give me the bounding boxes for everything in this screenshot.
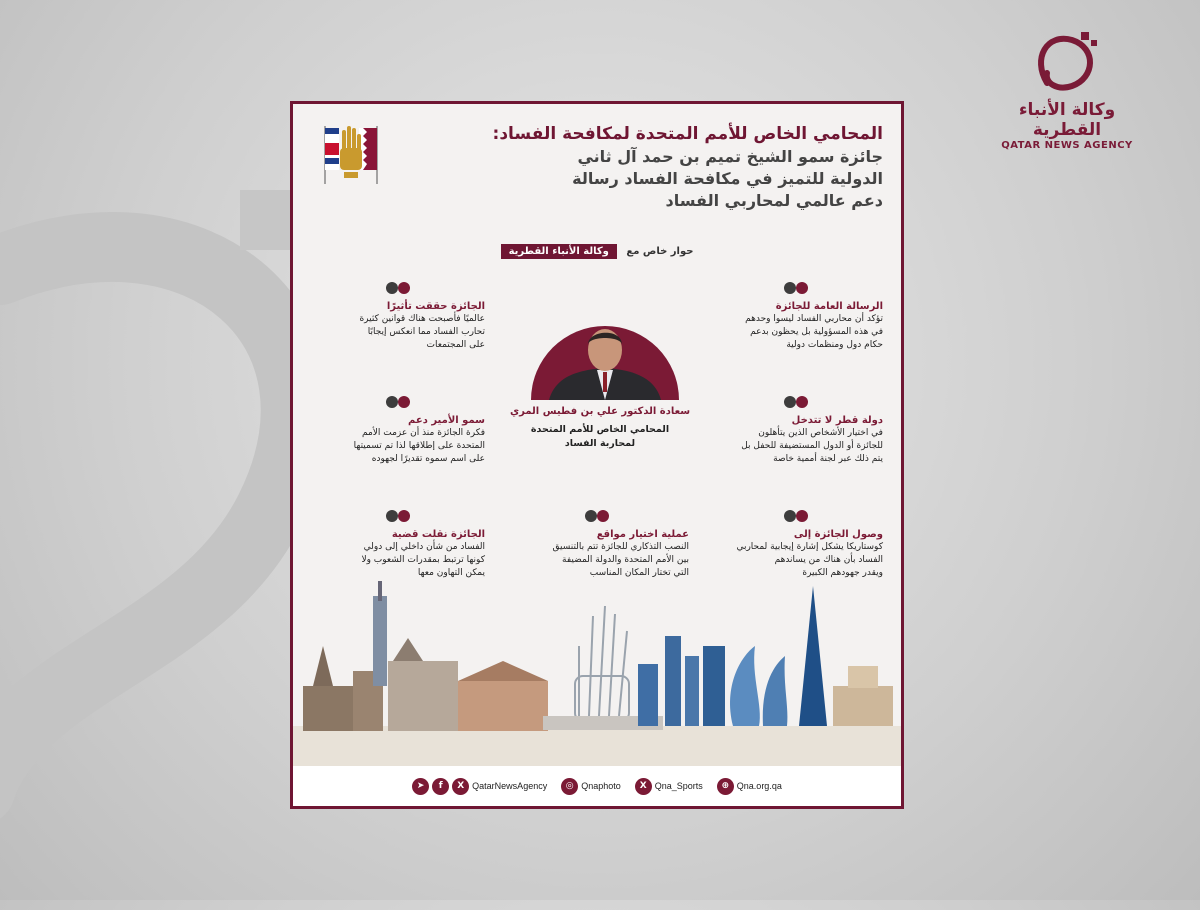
- block-international-issue: [315, 510, 485, 580]
- instagram-icon[interactable]: ◎: [561, 778, 578, 795]
- block-line: يمكن التهاون معها: [417, 568, 485, 578]
- bullet-dots-icon: [713, 282, 883, 294]
- headline-line-4: دعم عالمي لمحاربي الفساد: [665, 191, 883, 210]
- qna-emblem-icon: [1027, 28, 1107, 98]
- interview-line: [293, 244, 901, 259]
- block-global-impact: [315, 282, 485, 352]
- block-line: المتحدة على إطلاقها لذا تم تسميتها: [353, 441, 485, 451]
- flags-and-hand-emblem: [315, 118, 385, 188]
- headline-line-3: الدولية للتميز في مكافحة الفساد رسالة: [572, 169, 883, 188]
- bullet-dots-icon: [315, 396, 485, 408]
- social-footer: [293, 766, 901, 806]
- block-line: بين الأمم المتحدة والدولة المضيفة: [562, 555, 689, 565]
- block-costa-rica: [713, 510, 883, 580]
- bullet-dots-icon: [315, 510, 485, 522]
- block-line: الفساد من شأن داخلي إلى دولي: [363, 542, 485, 552]
- bullet-dots-icon: [713, 510, 883, 522]
- block-line: للجائزة أو الدول المستضيفة للحفل بل: [741, 441, 883, 451]
- person-name: سعادة الدكتور علي بن فطيس المري: [509, 406, 691, 417]
- person-role-line-1: المحامي الخاص للأمم المتحدة: [530, 424, 670, 435]
- block-line: حكام دول ومنظمات دولية: [786, 340, 883, 350]
- block-site-selection: [509, 510, 689, 580]
- qna-logo: [992, 28, 1142, 151]
- block-amir-support: [315, 396, 485, 466]
- block-title: الجائزة نقلت قضية: [391, 529, 485, 540]
- headline-line-2: جائزة سمو الشيخ تميم بن حمد آل ثاني: [577, 147, 883, 166]
- block-title: الجائزة حققت تأثيرًا: [386, 301, 485, 312]
- handle-qna-sports[interactable]: Qna_Sports: [654, 781, 703, 791]
- block-line: النصب التذكاري للجائزة تتم بالتنسيق: [552, 542, 689, 552]
- x-icon[interactable]: X: [635, 778, 652, 795]
- social-group-4: [717, 778, 782, 795]
- handle-qnaphoto[interactable]: Qnaphoto: [581, 781, 621, 791]
- social-group-3: [635, 778, 703, 795]
- person-caption: [493, 406, 707, 451]
- block-line: كوستاريكا يشكل إشارة إيجابية لمحاربي: [736, 542, 883, 552]
- block-general-message: [713, 282, 883, 352]
- block-line: في اختيار الأشخاص الذين يتأهلون: [758, 428, 883, 438]
- telegram-icon[interactable]: ➤: [412, 778, 429, 795]
- logo-english-text: QATAR NEWS AGENCY: [1001, 140, 1133, 151]
- bullet-dots-icon: [315, 282, 485, 294]
- bullet-dots-icon: [509, 510, 689, 522]
- block-line: على المجتمعات: [426, 340, 485, 350]
- interview-label: حوار خاص مع: [626, 246, 694, 257]
- block-line: يتم ذلك عبر لجنة أممية خاصة: [773, 454, 883, 464]
- block-title: دولة قطر لا تتدخل: [791, 415, 883, 426]
- website-link[interactable]: Qna.org.qa: [736, 781, 782, 791]
- block-line: على اسم سموه تقديرًا لجهوده: [371, 454, 485, 464]
- block-qatar-no-interference: [713, 396, 883, 466]
- block-line: تحارب الفساد مما انعكس إيجابًا: [367, 327, 485, 337]
- infographic-card: [290, 101, 904, 809]
- block-line: ويقدر جهودهم الكبيرة: [802, 568, 883, 578]
- portrait-photo: [531, 326, 679, 400]
- block-title: عملية اختيار مواقع: [596, 529, 689, 540]
- skyline-illustration: [293, 576, 901, 766]
- block-line: عالميًا فأصبحت هناك قوانين كثيرة: [359, 314, 485, 324]
- block-line: الفساد بأن هناك من يساندهم: [774, 555, 883, 565]
- headline-line-1: المحامي الخاص للأمم المتحدة لمكافحة الفساد:: [492, 124, 883, 144]
- block-title: وصول الجائزة إلى: [793, 529, 883, 540]
- interview-agency-badge: وكالة الأنباء القطرية: [501, 244, 617, 259]
- x-icon[interactable]: X: [452, 778, 469, 795]
- facebook-icon[interactable]: f: [432, 778, 449, 795]
- block-line: تؤكد أن محاربي الفساد ليسوا وحدهم: [745, 314, 883, 324]
- logo-arabic-text: وكالة الأنباء القطرية: [1018, 100, 1116, 140]
- social-group-1: [412, 778, 547, 795]
- block-line: التي تختار المكان المناسب: [589, 568, 689, 578]
- globe-icon[interactable]: ⊕: [717, 778, 734, 795]
- block-line: في هذه المسؤولية بل يحظون بدعم: [750, 327, 883, 337]
- block-line: فكرة الجائزة منذ أن عزمت الأمم: [361, 428, 485, 438]
- handle-qatarnewsagency[interactable]: QatarNewsAgency: [472, 781, 548, 791]
- bullet-dots-icon: [713, 396, 883, 408]
- social-group-2: [561, 778, 621, 795]
- block-line: كونها ترتبط بمقدرات الشعوب ولا: [361, 555, 485, 565]
- block-title: سمو الأمير دعم: [408, 415, 485, 426]
- person-role-line-2: لمحاربة الفساد: [564, 438, 636, 449]
- headline: [413, 122, 883, 212]
- block-title: الرسالة العامة للجائزة: [775, 301, 883, 312]
